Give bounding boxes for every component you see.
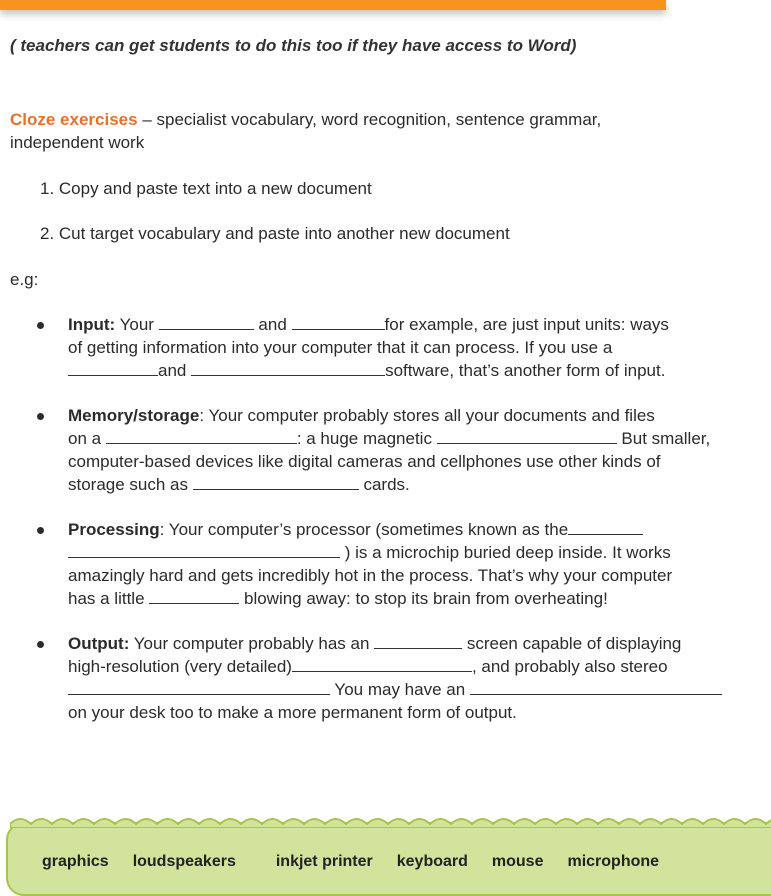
output-line-2: high-resolution (very detailed) , and probably also stereo: [68, 657, 668, 676]
step-1: 1. Copy and paste text into a new document: [40, 179, 372, 198]
memory-line-2: on a : a huge magnetic But smaller,: [68, 429, 711, 448]
word-bank-item: inkjet printer: [275, 853, 373, 870]
memory-line-4: storage such as cards.: [68, 475, 410, 494]
bullet: [37, 527, 44, 534]
blank: [437, 429, 617, 444]
blank: [68, 543, 340, 558]
memory-line-3: computer-based devices like digital cameras and cellphones use other kinds of: [68, 452, 661, 471]
word-bank-item: loudspeakers: [132, 853, 236, 870]
blank: [149, 589, 239, 604]
word-bank-item: microphone: [567, 853, 660, 870]
blank: [68, 680, 330, 695]
processing-label: Processing: [68, 520, 160, 539]
output-line-4: on your desk too to make a more permanent form of output.: [68, 703, 517, 722]
processing-line-1: Processing: Your computer’s processor (sometimes known as the: [68, 520, 643, 540]
output-label: Output:: [68, 634, 130, 653]
blank: [292, 657, 472, 672]
processing-line-4: has a little blowing away: to stop its brain from overheating!: [68, 589, 608, 608]
blank: [374, 634, 462, 649]
bullet: [37, 641, 44, 648]
blank: [470, 680, 722, 695]
teacher-note: ( teachers can get students to do this too if they have access to Word): [10, 36, 577, 55]
processing-line-2: ) is a microchip buried deep inside. It works: [68, 543, 671, 563]
memory-label: Memory/storage: [68, 406, 200, 425]
blank: [106, 429, 297, 444]
step-2: 2. Cut target vocabulary and paste into another new document: [40, 224, 510, 243]
input-line-2: of getting information into your computer that it can process. If you use a: [68, 338, 613, 357]
eg-label: e.g:: [10, 270, 39, 289]
input-line-3: and software, that’s another form of input.: [68, 361, 665, 381]
word-bank: [42, 853, 683, 871]
memory-line-1: Memory/storage: Your computer probably stores all your documents and files: [68, 406, 655, 425]
blank: [191, 361, 385, 376]
blank: [159, 315, 254, 330]
cloze-heading: [10, 110, 601, 130]
orange-header-bar: [0, 0, 666, 10]
bullet: [37, 322, 44, 329]
wavy-border: [10, 814, 771, 828]
cloze-desc-2: independent work: [10, 133, 145, 152]
cloze-title: Cloze exercises: [10, 110, 138, 129]
blank: [68, 361, 158, 376]
word-bank-item: keyboard: [396, 853, 468, 870]
word-bank-item: graphics: [42, 853, 109, 870]
input-label: Input:: [68, 315, 116, 334]
output-line-1: Output: Your computer probably has an screen capable of displaying: [68, 634, 682, 653]
bullet: [37, 413, 44, 420]
input-line-1: Input: Your and for example, are just input units: ways: [68, 315, 669, 334]
word-bank-item: mouse: [491, 853, 544, 870]
processing-line-3: amazingly hard and gets incredibly hot in the process. That’s why your computer: [68, 566, 673, 585]
blank: [193, 475, 359, 490]
cloze-desc: – specialist vocabulary, word recognition, sentence grammar,: [137, 110, 602, 129]
blank: [568, 520, 643, 535]
blank: [292, 315, 385, 330]
output-line-3: You may have an: [68, 680, 722, 700]
